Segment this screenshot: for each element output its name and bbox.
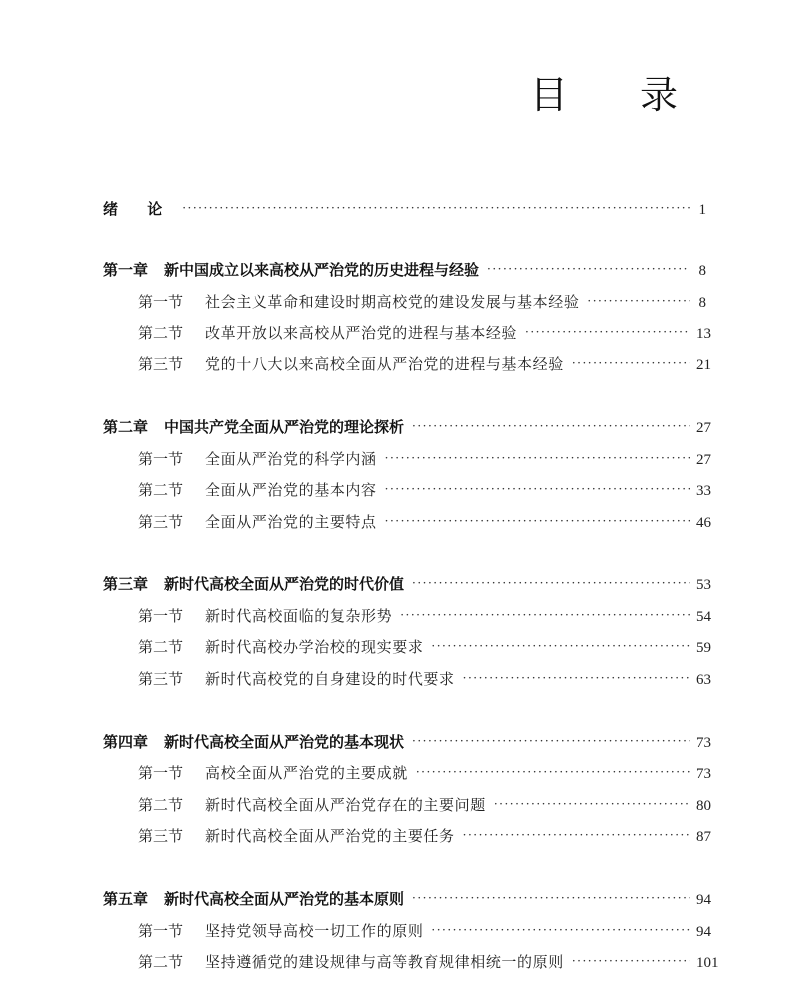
- toc-entry-intro[interactable]: [103, 198, 706, 220]
- dot-leader: [525, 321, 690, 343]
- page-number: 101: [696, 955, 719, 971]
- chapter-title: 新中国成立以来高校从严治党的历史进程与经验: [164, 261, 480, 279]
- section-label: 第一节: [138, 293, 184, 311]
- toc-entry-section[interactable]: [138, 322, 711, 344]
- chapter-label: 第一章: [103, 261, 149, 279]
- chapter-label: 第四章: [103, 733, 149, 751]
- dot-leader: [463, 824, 690, 846]
- section-title: 社会主义革命和建设时期高校党的建设发展与基本经验: [205, 293, 580, 311]
- dot-leader: [412, 730, 690, 752]
- toc-entry-section[interactable]: [138, 636, 711, 658]
- dot-leader: [385, 510, 690, 532]
- dot-leader: [494, 793, 690, 815]
- section-label: 第二节: [138, 638, 184, 656]
- page-number: 94: [696, 892, 711, 908]
- page-number: 46: [696, 515, 711, 531]
- section-title: 党的十八大以来高校全面从严治党的进程与基本经验: [205, 355, 564, 373]
- section-title: 新时代高校党的自身建设的时代要求: [205, 670, 455, 688]
- page-number: 27: [696, 452, 711, 468]
- section-label: 第二节: [138, 953, 184, 971]
- chapter-title: 新时代高校全面从严治党的基本原则: [164, 890, 405, 908]
- dot-leader: [587, 290, 690, 312]
- toc-entry-chapter-2[interactable]: [103, 416, 711, 438]
- page-number: 13: [696, 326, 711, 342]
- intro-label: 绪 论: [103, 200, 175, 218]
- section-title: 改革开放以来高校从严治党的进程与基本经验: [205, 324, 518, 342]
- chapter-title: 中国共产党全面从严治党的理论探析: [164, 418, 405, 436]
- dot-leader: [487, 258, 690, 280]
- section-label: 第二节: [138, 324, 184, 342]
- page-number: 27: [696, 420, 711, 436]
- section-title: 坚持遵循党的建设规律与高等教育规律相统一的原则: [205, 953, 564, 971]
- page-number: 63: [696, 672, 711, 688]
- toc-entry-section[interactable]: [138, 479, 711, 501]
- chapter-title: 新时代高校全面从严治党的时代价值: [164, 575, 405, 593]
- dot-leader: [182, 197, 690, 219]
- section-label: 第三节: [138, 670, 184, 688]
- toc-entry-section[interactable]: [138, 668, 711, 690]
- page-number: 54: [696, 609, 711, 625]
- toc-entry-section[interactable]: [138, 762, 711, 784]
- section-label: 第三节: [138, 827, 184, 845]
- toc-entry-chapter-3[interactable]: [103, 573, 711, 595]
- dot-leader: [385, 478, 690, 500]
- page-number: 53: [696, 577, 711, 593]
- dot-leader: [385, 447, 690, 469]
- dot-leader: [572, 950, 690, 972]
- page-number: 87: [696, 829, 711, 845]
- toc-entry-chapter-1[interactable]: [103, 259, 706, 281]
- page-number: 59: [696, 640, 711, 656]
- section-label: 第一节: [138, 764, 184, 782]
- section-title: 新时代高校全面从严治党存在的主要问题: [205, 796, 486, 814]
- chapter-label: 第三章: [103, 575, 149, 593]
- toc-entry-section[interactable]: [138, 511, 711, 533]
- toc-entry-section[interactable]: [138, 448, 711, 470]
- page-number: 33: [696, 483, 711, 499]
- section-title: 新时代高校面临的复杂形势: [205, 607, 393, 625]
- toc-entry-section[interactable]: [138, 825, 711, 847]
- dot-leader: [412, 887, 690, 909]
- page-number: 1: [698, 202, 706, 218]
- section-title: 全面从严治党的科学内涵: [205, 450, 377, 468]
- section-label: 第二节: [138, 796, 184, 814]
- chapter-label: 第五章: [103, 890, 149, 908]
- toc-entry-section[interactable]: [138, 291, 706, 313]
- chapter-label: 第二章: [103, 418, 149, 436]
- page-number: 80: [696, 798, 711, 814]
- toc-entry-section[interactable]: [138, 605, 711, 627]
- toc-entry-section[interactable]: [138, 920, 711, 942]
- page-title: 目 录: [529, 73, 708, 117]
- dot-leader: [412, 415, 690, 437]
- section-title: 坚持党领导高校一切工作的原则: [205, 922, 424, 940]
- section-label: 第三节: [138, 355, 184, 373]
- section-label: 第一节: [138, 607, 184, 625]
- section-title: 高校全面从严治党的主要成就: [205, 764, 408, 782]
- section-title: 新时代高校办学治校的现实要求: [205, 638, 424, 656]
- page-number: 73: [696, 766, 711, 782]
- dot-leader: [400, 604, 690, 626]
- dot-leader: [412, 572, 690, 594]
- page-number: 8: [698, 295, 706, 311]
- toc-entry-chapter-4[interactable]: [103, 731, 711, 753]
- dot-leader: [431, 635, 690, 657]
- section-title: 新时代高校全面从严治党的主要任务: [205, 827, 455, 845]
- page-number: 21: [696, 357, 711, 373]
- toc-entry-section[interactable]: [138, 794, 711, 816]
- section-title: 全面从严治党的主要特点: [205, 513, 377, 531]
- dot-leader: [463, 667, 690, 689]
- page-number: 94: [696, 924, 711, 940]
- section-label: 第二节: [138, 481, 184, 499]
- toc-entry-chapter-5[interactable]: [103, 888, 711, 910]
- section-label: 第一节: [138, 922, 184, 940]
- toc-entry-section[interactable]: [138, 353, 711, 375]
- dot-leader: [416, 761, 690, 783]
- section-label: 第三节: [138, 513, 184, 531]
- dot-leader: [572, 352, 690, 374]
- page-number: 73: [696, 735, 711, 751]
- chapter-title: 新时代高校全面从严治党的基本现状: [164, 733, 405, 751]
- section-title: 全面从严治党的基本内容: [205, 481, 377, 499]
- section-label: 第一节: [138, 450, 184, 468]
- page-number: 8: [698, 263, 706, 279]
- dot-leader: [431, 919, 690, 941]
- toc-entry-section[interactable]: [138, 951, 719, 973]
